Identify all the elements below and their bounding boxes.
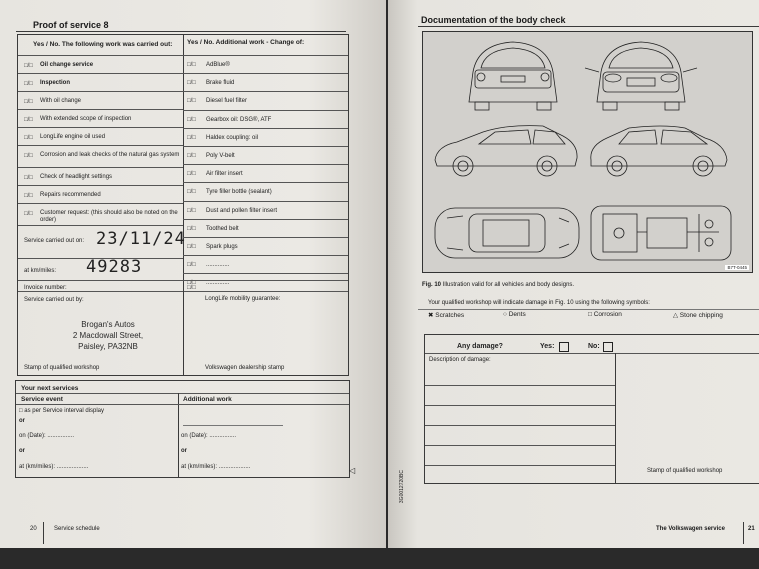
footer-divider [743,522,744,544]
side-code: 3G0012720BC [399,470,405,504]
yes-no-checkbox[interactable]: □/□ [24,211,33,217]
work-item-label: Corrosion and leak checks of the natural gas system [40,152,180,158]
no-checkbox[interactable] [603,342,613,352]
invoice-label: Invoice number: [24,285,67,291]
additional-work-label: Dust and pollen filter insert [206,207,278,214]
additional-work-label: .............. [206,280,230,287]
work-item-label: Repairs recommended [40,192,101,198]
service-table [17,34,349,376]
row-divider [16,393,349,394]
additional-work-label: AdBlue® [206,62,230,68]
km-label: at km/miles: [24,268,57,274]
next-col-service-event: Service event [21,396,63,403]
yes-no-checkbox[interactable]: □/□ [24,117,33,123]
stamp-qualified-label: Stamp of qualified workshop [24,365,100,371]
no-label: No: [588,343,600,350]
page-arrow-icon: ◁ [349,466,356,475]
or-label: or [19,448,25,454]
additional-work-label: Air filter insert [206,171,243,178]
proof-of-service-title: Proof of service 8 [33,20,109,30]
blank-line [183,425,283,426]
row-divider [16,404,349,405]
workshop-stamp [53,319,163,352]
additional-work-label: Diesel fuel filter [206,98,248,105]
symbol-corrosion: □ Corrosion [588,311,622,318]
work-item-label: Inspection [40,80,71,86]
car-rear-view [469,42,557,110]
any-damage-label: Any damage? [457,343,503,350]
row-divider [183,273,348,274]
row-divider [18,185,183,186]
footer-page-number: 20 [30,526,37,532]
yes-no-checkbox[interactable]: □/□ [187,134,196,141]
stamp-line: Brogan's Autos [81,320,135,329]
row-divider [183,201,348,202]
description-line [425,425,615,426]
symbol-dents: ○ Dents [503,311,526,318]
service-date-handwritten: 23/11/24 [96,229,186,249]
yes-label: Yes: [540,343,555,350]
row-divider [18,167,183,168]
right-page [388,0,759,548]
yes-no-checkbox[interactable]: □/□ [24,63,33,69]
yes-no-checkbox[interactable]: □/□ [187,153,196,159]
on-date-left: on (Date): ................ [19,433,75,439]
row-divider [18,127,183,128]
symbols-rule [418,309,759,310]
row-divider [183,73,348,74]
vehicle-diagram [422,31,753,273]
symbols-intro: Your qualified workshop will indicate damage in Fig. 10 using the following symbols: [428,300,650,306]
yes-checkbox[interactable] [559,342,569,352]
row-divider [183,146,348,147]
at-km-left: at (km/miles): ................... [19,464,89,470]
interval-display-option: □ as per Service interval display [19,408,104,414]
row-divider [18,145,183,146]
yes-no-checkbox[interactable]: □/□ [187,80,196,87]
description-line [425,385,615,386]
title-rule [418,26,759,27]
title-rule [16,31,346,32]
description-label: Description of damage: [429,357,491,363]
additional-work-label: Gearbox oil: DSG®, ATF [206,116,272,123]
description-line [425,445,615,446]
next-services-title: Your next services [21,385,79,392]
additional-work-label: Spark plugs [206,244,238,250]
car-front-view [585,42,697,110]
yes-no-checkbox[interactable]: □/□ [187,98,196,105]
carried-out-by-label: Service carried out by: [24,297,84,303]
invoice-row-right-checkbox: □/□ [187,285,196,291]
yes-no-checkbox[interactable]: □/□ [187,116,196,123]
additional-work-label: Poly V-belt [206,153,235,159]
description-line [425,405,615,406]
figure-caption-text: Illustration valid for all vehicles and body designs. [442,282,575,288]
figure-caption-number: Fig. 10 [422,282,442,288]
yes-no-checkbox[interactable]: □/□ [187,207,196,214]
row-divider [18,203,183,204]
at-km-right: at (km/miles): ................... [181,464,251,470]
row-divider [18,55,183,56]
next-divider [178,393,179,477]
footer-page-number: 21 [748,526,755,532]
row-divider [183,128,348,129]
row-divider [183,164,348,165]
yes-no-checkbox[interactable]: □/□ [187,280,196,287]
row-divider [18,73,183,74]
additional-work-label: Brake fluid [206,80,235,87]
longlife-guarantee-label: LongLife mobility guarantee: [205,296,281,302]
row-divider [183,55,348,56]
header-work-carried-out: Yes / No. The following work was carried out: [33,41,173,48]
work-item-label: With extended scope of inspection [40,116,132,122]
row-divider [183,91,348,92]
km-handwritten: 49283 [86,257,143,277]
row-divider [18,280,348,281]
yes-no-checkbox[interactable]: □/□ [24,99,33,105]
row-divider [183,237,348,238]
yes-no-checkbox[interactable]: □/□ [187,244,196,250]
stamp-qualified-label: Stamp of qualified workshop [647,468,723,474]
work-item-label: Oil change service [40,62,94,68]
table-divider [183,35,184,298]
footer-section: Service schedule [54,526,100,532]
row-divider [183,255,348,256]
stamp-divider [183,291,184,375]
stamp-vw-label: Volkswagen dealership stamp [205,365,285,371]
stamp-line: Paisley, PA32NB [78,342,138,351]
left-page [0,0,386,548]
car-outline-svg [423,32,752,272]
additional-work-label: Tyre filler bottle (sealant) [206,189,272,196]
or-label: or [19,418,25,424]
footer-section: The Volkswagen service [656,526,725,532]
yes-no-checkbox[interactable]: □/□ [187,189,196,196]
car-side-right [591,126,727,176]
next-services-table [15,380,350,478]
damage-divider [615,353,616,483]
next-col-additional-work: Additional work [183,396,232,403]
symbol-stone-chipping: △ Stone chipping [673,312,723,319]
service-date-label: Service carried out on: [24,238,85,244]
work-item-label: Check of headlight settings [40,174,113,180]
on-date-right: on (Date): ................ [181,433,237,439]
description-line [425,465,615,466]
work-item-label: Customer request: (this should also be noted on the order) [40,210,178,223]
yes-no-checkbox[interactable]: □/□ [187,225,196,232]
header-additional-work: Yes / No. Additional work - Change of: [187,39,305,46]
row-divider [18,109,183,110]
symbol-scratches: ✖ Scratches [428,312,465,319]
yes-no-checkbox[interactable]: □/□ [24,193,33,199]
or-label: or [181,448,187,454]
yes-no-checkbox[interactable]: □/□ [187,262,196,269]
yes-no-checkbox[interactable]: □/□ [187,171,196,178]
figure-code: B7T-0445 [727,265,747,270]
yes-no-checkbox[interactable]: □/□ [24,135,33,141]
yes-no-checkbox[interactable]: □/□ [24,175,33,181]
car-underbody-view [591,206,731,260]
row-divider [183,182,348,183]
body-check-title: Documentation of the body check [421,15,566,25]
figure-caption [422,282,574,288]
car-side-left [435,126,577,176]
row-divider [18,225,183,226]
additional-work-label: .............. [206,262,230,269]
footer-divider [43,522,44,544]
row-divider [183,219,348,220]
row-divider [183,110,348,111]
car-top-view [435,208,579,258]
row-divider [425,353,759,354]
damage-table [424,334,759,484]
additional-work-label: Haldex coupling: oil [206,134,259,141]
yes-no-checkbox[interactable]: □/□ [24,81,33,87]
yes-no-checkbox[interactable]: □/□ [24,153,33,159]
stamp-line: 2 Macdowall Street, [72,331,144,340]
additional-work-label: Toothed belt [206,225,239,232]
row-divider [18,91,183,92]
work-item-label: LongLife engine oil used [40,134,106,140]
work-item-label: With oil change [40,98,82,104]
yes-no-checkbox[interactable]: □/□ [187,62,196,68]
